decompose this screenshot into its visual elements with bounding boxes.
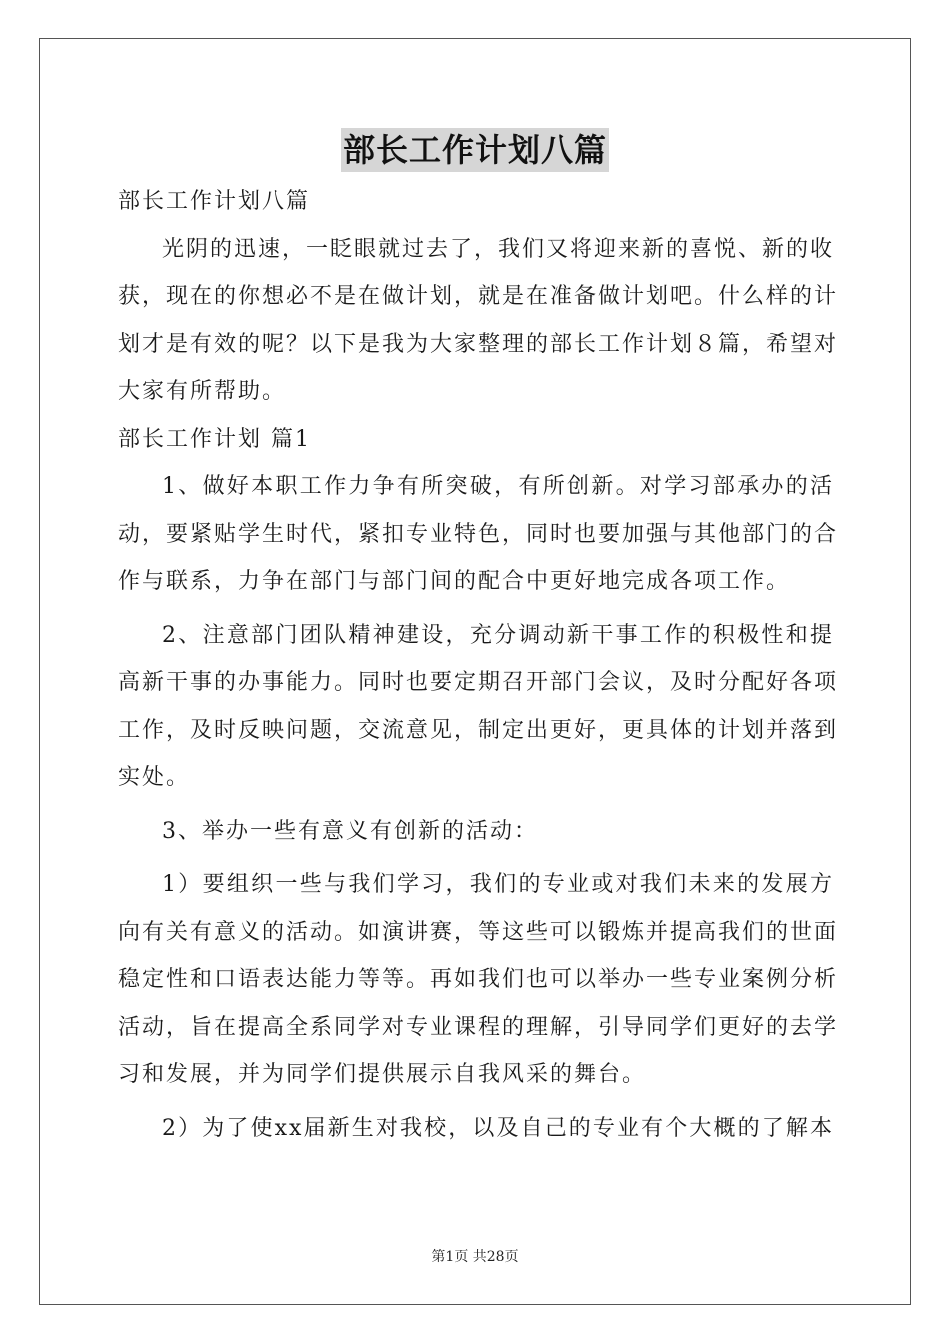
paragraph-line: 习和发展，并为同学们提供展示自我风采的舞台。: [118, 1062, 647, 1087]
paragraph-line: 获，现在的你想必不是在做计划，就是在准备做计划吧。什么样的计: [118, 284, 839, 309]
item-2-paragraph: [118, 612, 839, 802]
document-body: [118, 178, 839, 1152]
paragraph-line: 稳定性和口语表达能力等等。再如我们也可以举办一些专业案例分析: [118, 967, 839, 992]
document-subtitle: 部长工作计划八篇: [118, 189, 311, 214]
title-container: [0, 128, 950, 172]
paragraph-line: 1、做好本职工作力争有所突破，有所创新。对学习部承办的活: [162, 474, 834, 499]
paragraph-line: 作与联系，力争在部门与部门间的配合中更好地完成各项工作。: [118, 569, 791, 594]
paragraph-line: 向有关有意义的活动。如演讲赛，等这些可以锻炼并提高我们的世面: [118, 919, 839, 945]
document-title: 部长工作计划八篇: [341, 128, 609, 172]
paragraph-line: 3、举办一些有意义有创新的活动：: [162, 818, 538, 844]
page-footer: 第1页 共28页: [431, 1249, 519, 1265]
section-heading: 部长工作计划 篇1: [118, 426, 311, 452]
paragraph-line: 大家有所帮助。: [118, 379, 287, 404]
paragraph-line: 2）为了使xx届新生对我校，以及自己的专业有个大概的了解本: [162, 1115, 834, 1141]
paragraph-line: 1）要组织一些与我们学习，我们的专业或对我们未来的发展方: [162, 872, 834, 897]
paragraph-line: 光阴的迅速，一眨眼就过去了，我们又将迎来新的喜悦、新的收: [162, 236, 835, 262]
paragraph-line: 高新干事的办事能力。同时也要定期召开部门会议，及时分配好各项: [118, 670, 839, 695]
paragraph-line: 动，要紧贴学生时代，紧扣专业特色，同时也要加强与其他部门的合: [118, 521, 839, 547]
paragraph-line: 实处。: [118, 765, 191, 790]
item-1-paragraph: [118, 463, 839, 606]
item-3-paragraph: [118, 808, 834, 856]
paragraph-line: 工作，及时反映问题，交流意见，制定出更好，更具体的计划并落到: [118, 717, 839, 743]
intro-paragraph: [118, 226, 839, 416]
paragraph-line: 划才是有效的呢？以下是我为大家整理的部长工作计划８篇，希望对: [118, 331, 839, 357]
sub-item-2-paragraph: [118, 1105, 834, 1153]
sub-item-1-paragraph: [118, 861, 839, 1099]
paragraph-line: 活动，旨在提高全系同学对专业课程的理解，引导同学们更好的去学: [118, 1014, 839, 1040]
paragraph-line: 2、注意部门团队精神建设，充分调动新干事工作的积极性和提: [162, 622, 834, 648]
